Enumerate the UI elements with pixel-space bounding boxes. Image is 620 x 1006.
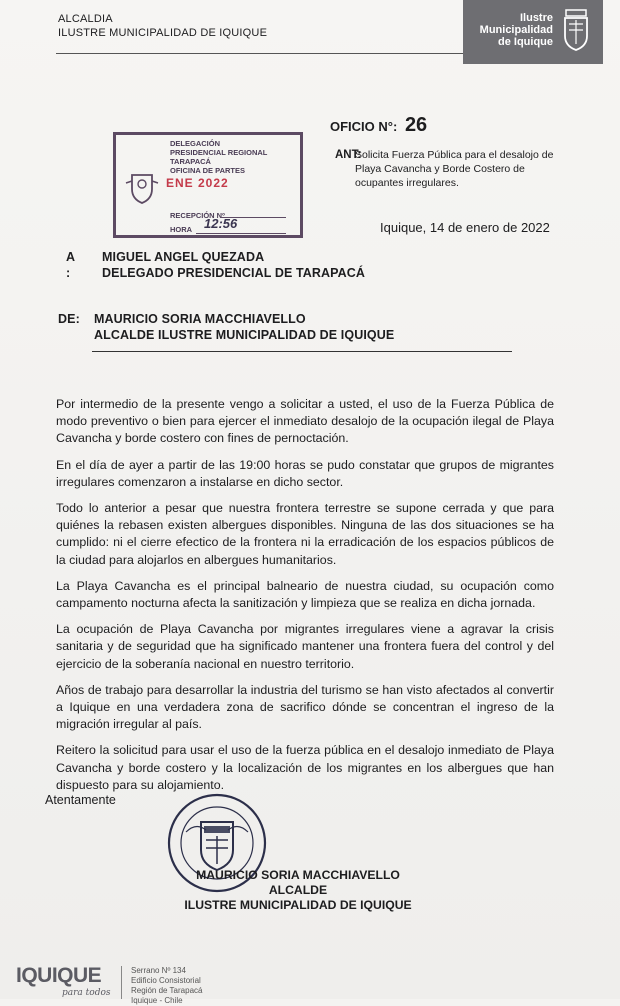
sender-label: DE: [58, 312, 80, 326]
logo-text-line-1: Ilustre [519, 12, 553, 24]
body-paragraph: Reitero la solicitud para usar el uso de la fuerza pública en el desalojo inmediato de Playa Cavancha y borde costero y la localización de los migrantes en los albergues que han dispuesto para su alojamiento. [56, 743, 554, 792]
body-paragraph: La ocupación de Playa Cavancha por migrantes irregulares viene a agravar la crisis sanitaria y de seguridad que ha significado mantener una frontera fuera del control y del ejercicio de la soberanía nacional en nuestro territorio. [56, 622, 554, 671]
stamp-line-1: DELEGACIÓN [170, 139, 221, 148]
antecedent-text: Solicita Fuerza Pública para el desalojo de Playa Cavancha y Borde Costero de ocupantes irregulares. [355, 149, 554, 189]
recipient-details [102, 249, 365, 281]
footer-address-line-3: Región de Tarapacá [131, 986, 203, 995]
brand-logo-main: IQUIQUE [16, 964, 102, 987]
stamp-line-2: PRESIDENCIAL REGIONAL [170, 148, 268, 157]
stamp-header [170, 139, 267, 175]
brand-logo-tagline: para todos [62, 988, 111, 998]
signer-title: ALCALDE [268, 883, 328, 897]
signer-organization: ILUSTRE MUNICIPALIDAD DE IQUIQUE [184, 898, 412, 912]
sender-title: ALCALDE ILUSTRE MUNICIPALIDAD DE IQUIQUE [94, 328, 395, 342]
coat-of-arms-icon [561, 8, 591, 52]
chile-crest-icon [124, 169, 160, 205]
reception-stamp [113, 132, 303, 238]
stamp-line-3: TARAPACÁ [170, 157, 211, 166]
body-paragraph: Todo lo anterior a pesar que nuestra frontera terrestre se supone cerrada y que para quiénes la rebasen existen albergues disponibles. Ninguna de las dos situaciones se ha cumplido: ni el cierre efectico de la frontera ni la erradicación de los espacios públicos de la ciudad para alojarlos en albergues humanitarios. [56, 501, 554, 567]
footer-address-line-1: Serrano Nº 134 [131, 966, 186, 975]
iquique-brand-logo [16, 964, 116, 999]
oficio-value: 26 [404, 114, 428, 136]
logo-text-line-3: de Iquique [498, 36, 553, 48]
body-paragraph: En el día de ayer a partir de las 19:00 horas se pudo constatar que grupos de migrantes irregulares comenzaron a instalarse en dicho sector. [56, 457, 554, 489]
body-paragraph: Años de trabajo para desarrollar la industria del turismo se han visto afectados al convertir a Iquique en una verdadera zona de sacrifico dónde se concentran el ingreso de la migración irregular al país. [56, 682, 554, 732]
stamp-hora-value: 12:56 [204, 216, 238, 231]
municipality-logo [463, 0, 603, 64]
body-paragraph: Por intermedio de la presente vengo a solicitar a usted, el uso de la Fuerza Pública de modo preventivo o bien para ejercer el inmediato desalojo de la ocupación ilegal de Playa Cavancha y borde costero con fines de pernoctación. [56, 397, 554, 446]
body-paragraph: La Playa Cavancha es el principal balneario de nuestra ciudad, su ocupación como campamento nocturna afecta la sanitización y limpieza que se realiza en dicha jornada. [56, 578, 554, 611]
recipient-label: A : [66, 250, 75, 280]
logo-text [480, 12, 553, 48]
signature-block [158, 868, 438, 913]
sender-name: MAURICIO SORIA MACCHIAVELLO [94, 312, 306, 326]
letterhead-line-2: ILUSTRE MUNICIPALIDAD DE IQUIQUE [58, 27, 268, 39]
stamp-recepcion-label: RECEPCIÓN Nº [170, 211, 225, 220]
stamp-date: ENE 2022 [166, 176, 229, 190]
letterhead-divider [56, 53, 512, 54]
letterhead [58, 12, 267, 40]
recipient-title: DELEGADO PRESIDENCIAL DE TARAPACÁ [102, 266, 366, 280]
antecedent-label: ANT: [335, 149, 362, 161]
stamp-hora-label: HORA [170, 225, 193, 234]
stamp-hora-line [196, 233, 286, 234]
letter-body [56, 396, 554, 803]
place-and-date: Iquique, 14 de enero de 2022 [380, 220, 550, 235]
recipient-name: MIGUEL ANGEL QUEZADA [102, 250, 265, 264]
oficio-number [330, 114, 427, 137]
stamp-line-4: OFICINA DE PARTES [170, 166, 246, 175]
footer-address-line-2: Edificio Consistorial [131, 976, 201, 985]
antecedent [335, 148, 575, 189]
closing-salutation: Atentamente [45, 793, 116, 807]
address-divider [92, 351, 512, 352]
footer-divider [121, 966, 122, 999]
footer-address-line-4: Iquique - Chile [131, 996, 183, 1005]
footer-address [131, 966, 202, 1006]
logo-text-line-2: Municipalidad [479, 24, 553, 36]
oficio-label: OFICIO N°: [330, 119, 398, 134]
signer-name: MAURICIO SORIA MACCHIAVELLO [196, 868, 400, 882]
sender-details [94, 311, 394, 343]
letterhead-line-1: ALCALDIA [58, 13, 113, 25]
